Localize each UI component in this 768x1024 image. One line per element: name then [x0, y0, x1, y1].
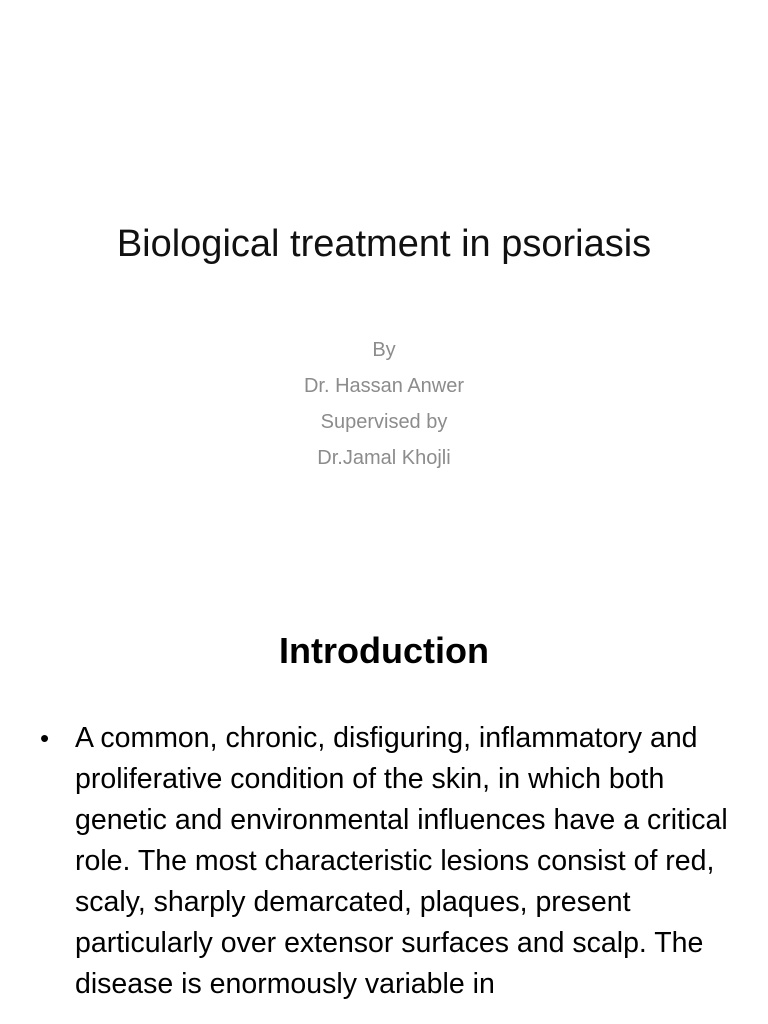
introduction-heading: Introduction — [279, 630, 489, 671]
bullet-text: A common, chronic, disfiguring, inflammatory and proliferative condition of the skin, in which both genetic and environmental influences have a critical role. The most characteristic lesions consist of red, scaly, sharply demarcated, plaques, present particularly over extensor surfaces and scalp. The disease is enormously variable in — [75, 722, 728, 1000]
subtitle-line-by: By — [372, 339, 396, 361]
subtitle-line-author: Dr. Hassan Anwer — [303, 375, 465, 397]
bullet-icon: • — [40, 723, 50, 753]
slide-subtitle — [0, 332, 768, 476]
subtitle-line-supervisor: Dr.Jamal Khojli — [317, 447, 451, 469]
subtitle-line-supervised: Supervised by — [320, 411, 448, 433]
introduction-slide — [0, 576, 768, 1024]
slide-title: Biological treatment in psoriasis — [116, 223, 652, 265]
bullet-list — [40, 718, 730, 1005]
bullet-item — [40, 718, 730, 1005]
